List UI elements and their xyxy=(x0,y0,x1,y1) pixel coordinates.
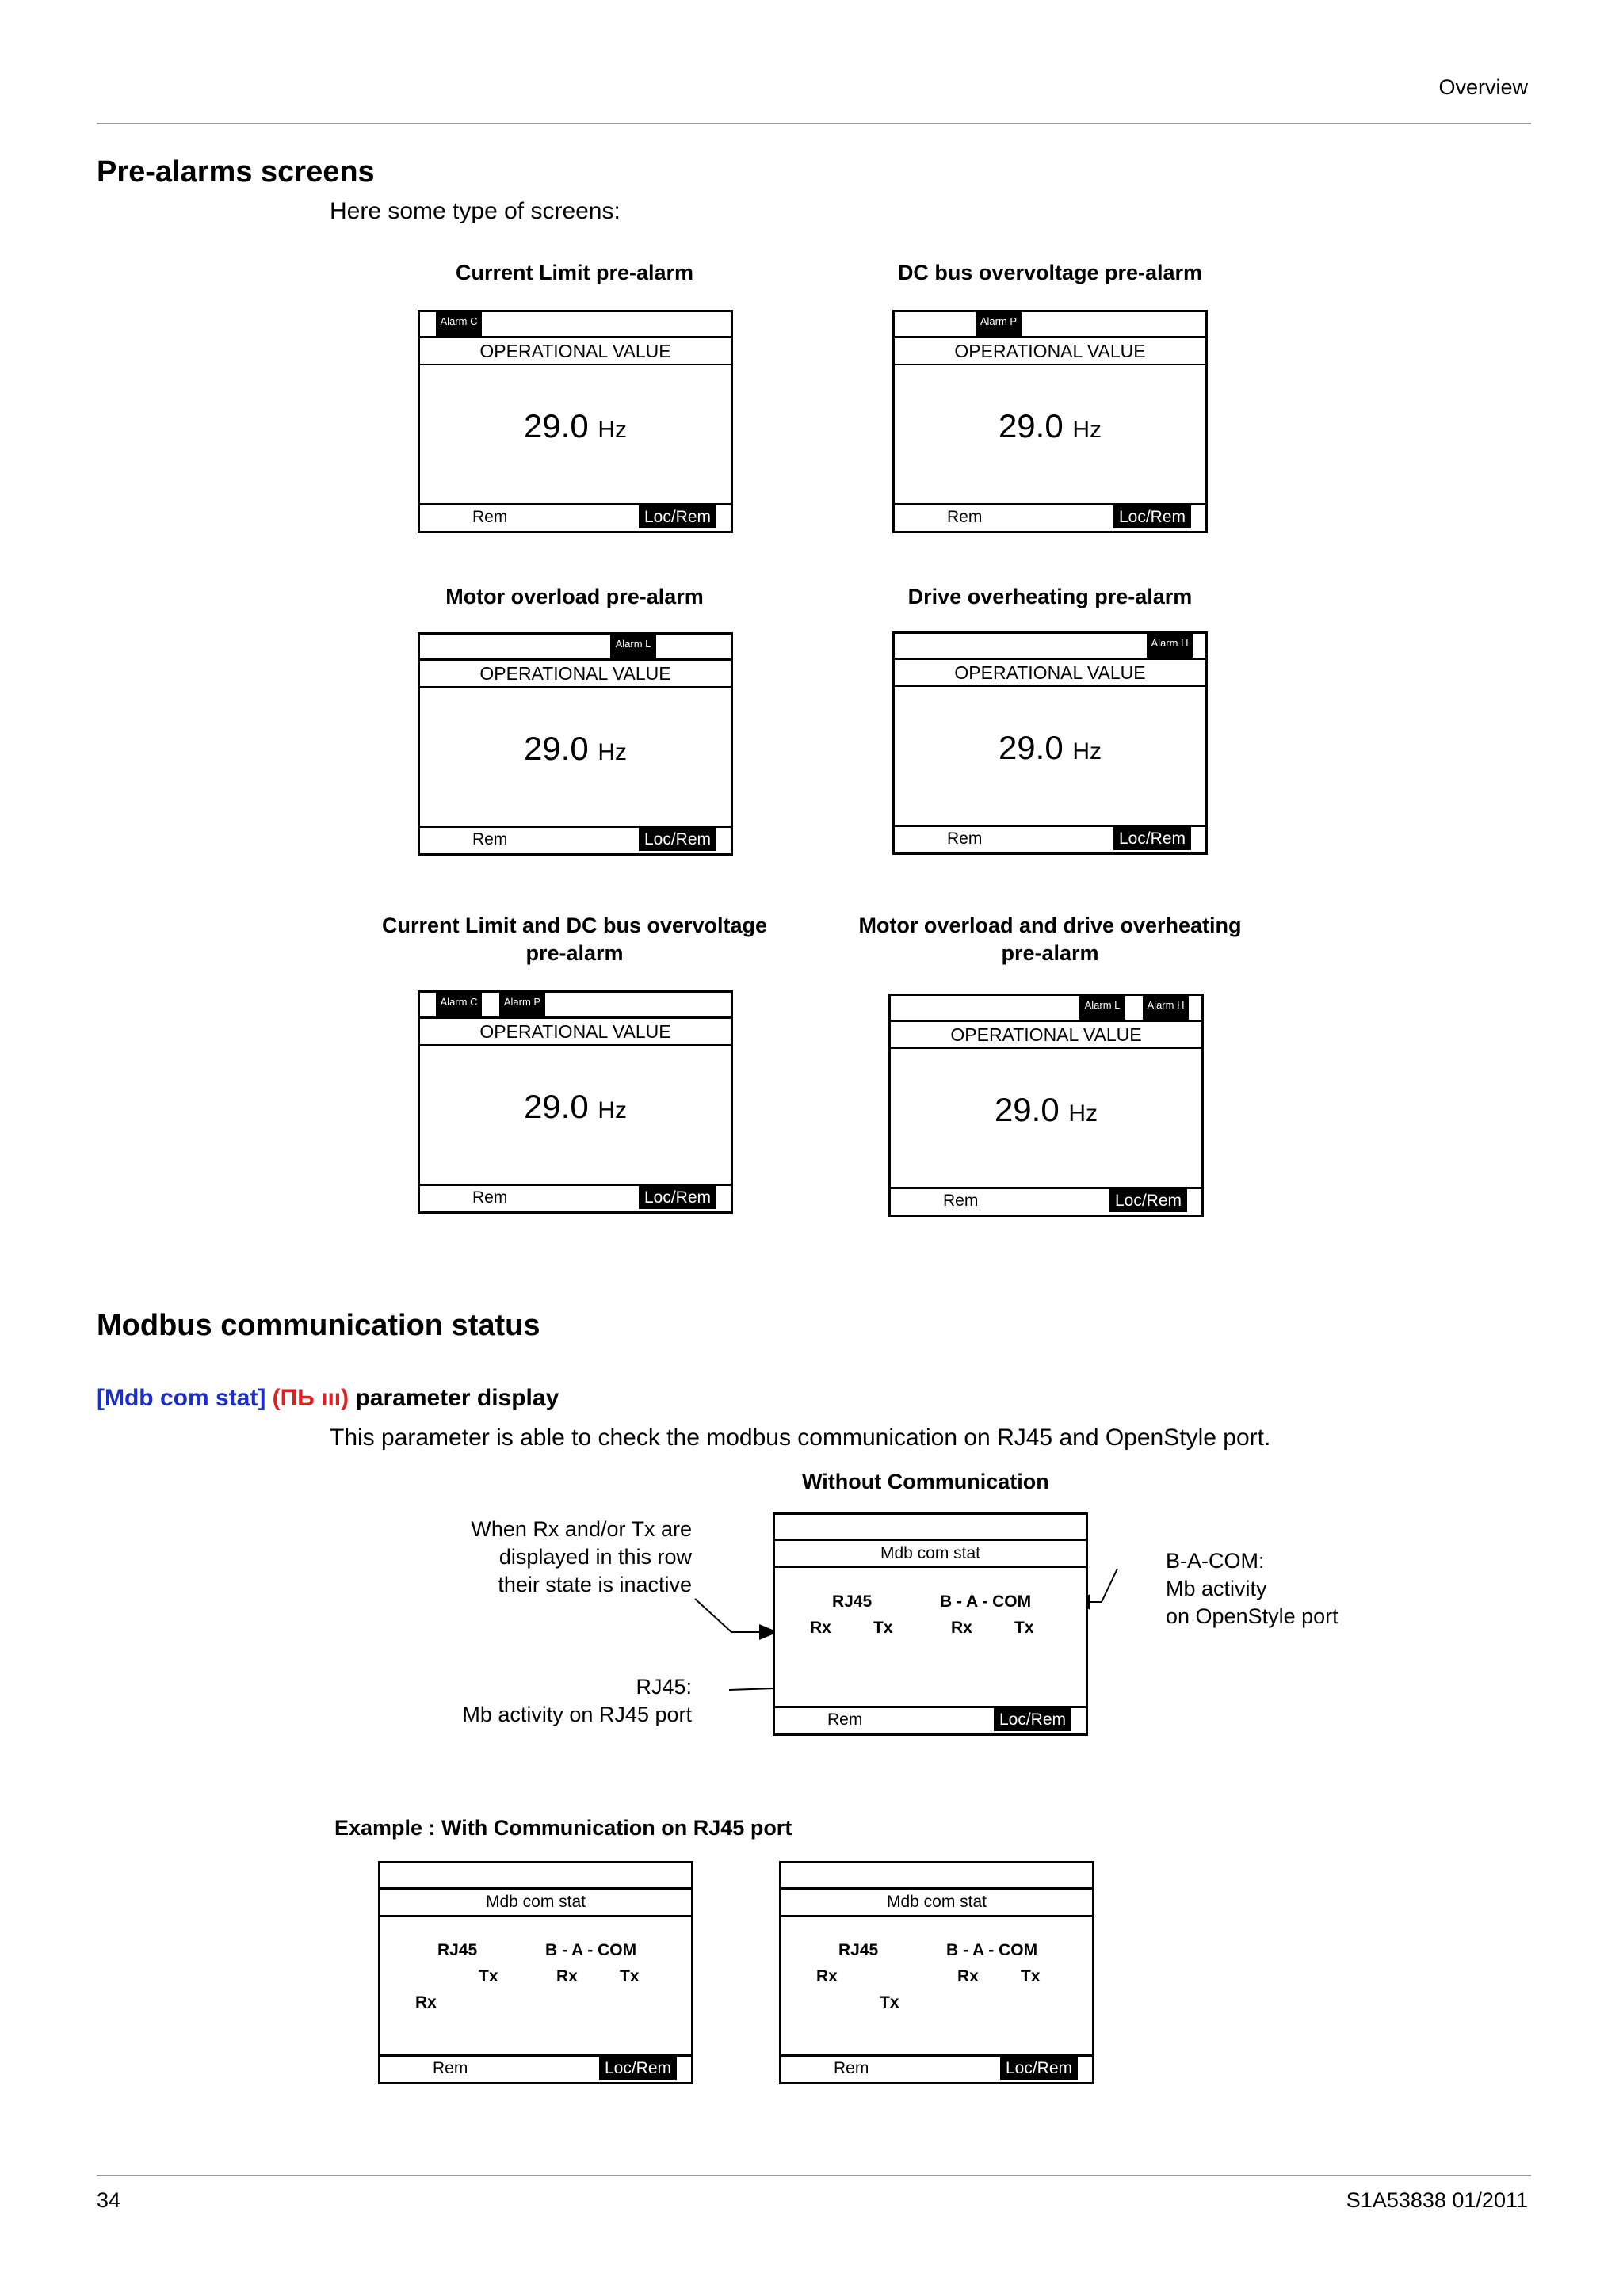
prealarm-caption-line-2: pre-alarm xyxy=(525,941,624,965)
note-inactive-line-2: displayed in this row xyxy=(498,1545,692,1569)
bacom-rx: Rx xyxy=(951,1619,972,1637)
alarm-badge: Alarm L xyxy=(610,635,656,658)
prealarm-caption-line-1: Motor overload and drive overheating xyxy=(858,913,1242,937)
rj45-tx: Tx xyxy=(479,1967,498,1985)
loc-rem-label: Loc/Rem xyxy=(639,828,716,851)
screen-bottom-bar xyxy=(380,2054,691,2082)
bacom-tx: Tx xyxy=(1014,1619,1034,1637)
value-number: 29.0 xyxy=(998,729,1064,766)
prealarm-caption-line-1: Drive overheating pre-alarm xyxy=(907,585,1193,608)
rj45-rx-active: Rx xyxy=(415,1993,437,2012)
prealarm-caption-line-1: Current Limit and DC bus overvoltage xyxy=(381,913,768,937)
bacom-label: B - A - COM xyxy=(946,1941,1038,1959)
alarm-badge: Alarm C xyxy=(436,312,482,336)
bacom-rx: Rx xyxy=(556,1967,578,1985)
loc-rem-label: Loc/Rem xyxy=(639,1186,716,1209)
screen-top-bar xyxy=(380,1863,691,1890)
footer-rule xyxy=(97,2175,1531,2176)
value-number: 29.0 xyxy=(998,407,1064,444)
note-rj45-line-2: Mb activity on RJ45 port xyxy=(462,1703,692,1726)
screen-title: OPERATIONAL VALUE xyxy=(420,1019,731,1046)
alarm-badge: Alarm H xyxy=(1143,996,1189,1020)
rj45-label: RJ45 xyxy=(437,1941,478,1959)
note-bacom-line-1: B-A-COM: xyxy=(1166,1549,1265,1573)
alarm-badge: Alarm P xyxy=(976,312,1022,336)
note-inactive-line-3: their state is inactive xyxy=(498,1573,692,1596)
prealarm-caption-line-1: DC bus overvoltage pre-alarm xyxy=(897,261,1203,284)
value-unit: Hz xyxy=(1068,1100,1098,1127)
prealarms-heading: Pre-alarms screens xyxy=(97,155,375,189)
document-reference: S1A53838 01/2011 xyxy=(1346,2188,1528,2212)
value-unit: Hz xyxy=(598,739,628,765)
page-number: 34 xyxy=(97,2188,121,2212)
screen-title: OPERATIONAL VALUE xyxy=(891,1022,1201,1049)
mdb-screen-example-2 xyxy=(779,1861,1094,2084)
value-unit: Hz xyxy=(1072,417,1102,443)
screen-title: OPERATIONAL VALUE xyxy=(895,660,1205,687)
param-name: [Mdb com stat] xyxy=(97,1385,266,1411)
loc-rem-label: Loc/Rem xyxy=(1109,1189,1187,1212)
bacom-label: B - A - COM xyxy=(545,1941,637,1959)
alarm-badge: Alarm L xyxy=(1079,996,1125,1020)
value-unit: Hz xyxy=(1072,738,1102,765)
rj45-rx: Rx xyxy=(816,1967,838,1985)
rem-label: Rem xyxy=(947,830,983,848)
prealarm-caption-line-1: Motor overload pre-alarm xyxy=(445,585,704,608)
note-inactive-line-1: When Rx and/or Tx are xyxy=(471,1517,692,1541)
alarm-badge: Alarm P xyxy=(499,993,545,1016)
bacom-label: B - A - COM xyxy=(940,1592,1032,1611)
value-number: 29.0 xyxy=(523,730,589,767)
loc-rem-label: Loc/Rem xyxy=(1113,505,1191,528)
loc-rem-label: Loc/Rem xyxy=(1000,2057,1078,2080)
rj45-label: RJ45 xyxy=(832,1592,873,1611)
rem-label: Rem xyxy=(947,508,983,526)
running-header: Overview xyxy=(1438,75,1528,99)
screen-title: Mdb com stat xyxy=(781,1890,1092,1917)
loc-rem-label: Loc/Rem xyxy=(599,2057,677,2080)
rj45-tx-active: Tx xyxy=(880,1993,899,2012)
value-number: 29.0 xyxy=(523,407,589,444)
rj45-tx: Tx xyxy=(873,1619,893,1637)
without-comm-title: Without Communication xyxy=(802,1470,1049,1493)
value-number: 29.0 xyxy=(994,1091,1060,1128)
rem-label: Rem xyxy=(472,1188,508,1207)
alarm-badge: Alarm C xyxy=(436,993,482,1016)
rem-label: Rem xyxy=(827,1711,863,1729)
note-rj45-line-1: RJ45: xyxy=(636,1675,692,1699)
bacom-rx: Rx xyxy=(957,1967,979,1985)
screen-title: Mdb com stat xyxy=(775,1541,1086,1568)
value-unit: Hz xyxy=(598,1097,628,1123)
param-suffix: parameter display xyxy=(355,1385,559,1411)
loc-rem-label: Loc/Rem xyxy=(639,505,716,528)
screen-title: OPERATIONAL VALUE xyxy=(895,338,1205,365)
param-code: (ПЬ ııı) xyxy=(272,1385,349,1411)
param-description: This parameter is able to check the modbus communication on RJ45 and OpenStyle port. xyxy=(330,1425,1271,1451)
example-title: Example : With Communication on RJ45 port xyxy=(334,1816,792,1840)
rem-label: Rem xyxy=(433,2059,468,2077)
note-bacom-line-3: on OpenStyle port xyxy=(1166,1604,1338,1628)
modbus-heading: Modbus communication status xyxy=(97,1309,540,1342)
value-number: 29.0 xyxy=(523,1088,589,1125)
rem-label: Rem xyxy=(472,508,508,526)
note-bacom-line-2: Mb activity xyxy=(1166,1577,1267,1600)
prealarm-caption-line-1: Current Limit pre-alarm xyxy=(455,261,694,284)
loc-rem-label: Loc/Rem xyxy=(994,1708,1071,1731)
mdb-screen-example-1 xyxy=(378,1861,693,2084)
bacom-tx: Tx xyxy=(620,1967,640,1985)
rj45-rx: Rx xyxy=(810,1619,831,1637)
bacom-tx: Tx xyxy=(1021,1967,1041,1985)
rem-label: Rem xyxy=(943,1192,979,1210)
loc-rem-label: Loc/Rem xyxy=(1113,827,1191,850)
screen-bottom-bar xyxy=(781,2054,1092,2082)
rem-label: Rem xyxy=(834,2059,869,2077)
screen-title: OPERATIONAL VALUE xyxy=(420,338,731,365)
rem-label: Rem xyxy=(472,830,508,849)
screen-bottom-bar xyxy=(775,1706,1086,1733)
screen-top-bar xyxy=(781,1863,1092,1890)
screen-top-bar xyxy=(775,1515,1086,1541)
rj45-label: RJ45 xyxy=(838,1941,879,1959)
value-unit: Hz xyxy=(598,417,628,443)
alarm-badge: Alarm H xyxy=(1147,634,1193,658)
screen-title: Mdb com stat xyxy=(380,1890,691,1917)
screen-title: OPERATIONAL VALUE xyxy=(420,661,731,688)
prealarms-intro: Here some type of screens: xyxy=(330,198,621,224)
mdb-screen-without-comm xyxy=(773,1512,1088,1736)
arrow-inactive xyxy=(695,1599,777,1632)
prealarm-caption-line-2: pre-alarm xyxy=(1001,941,1099,965)
